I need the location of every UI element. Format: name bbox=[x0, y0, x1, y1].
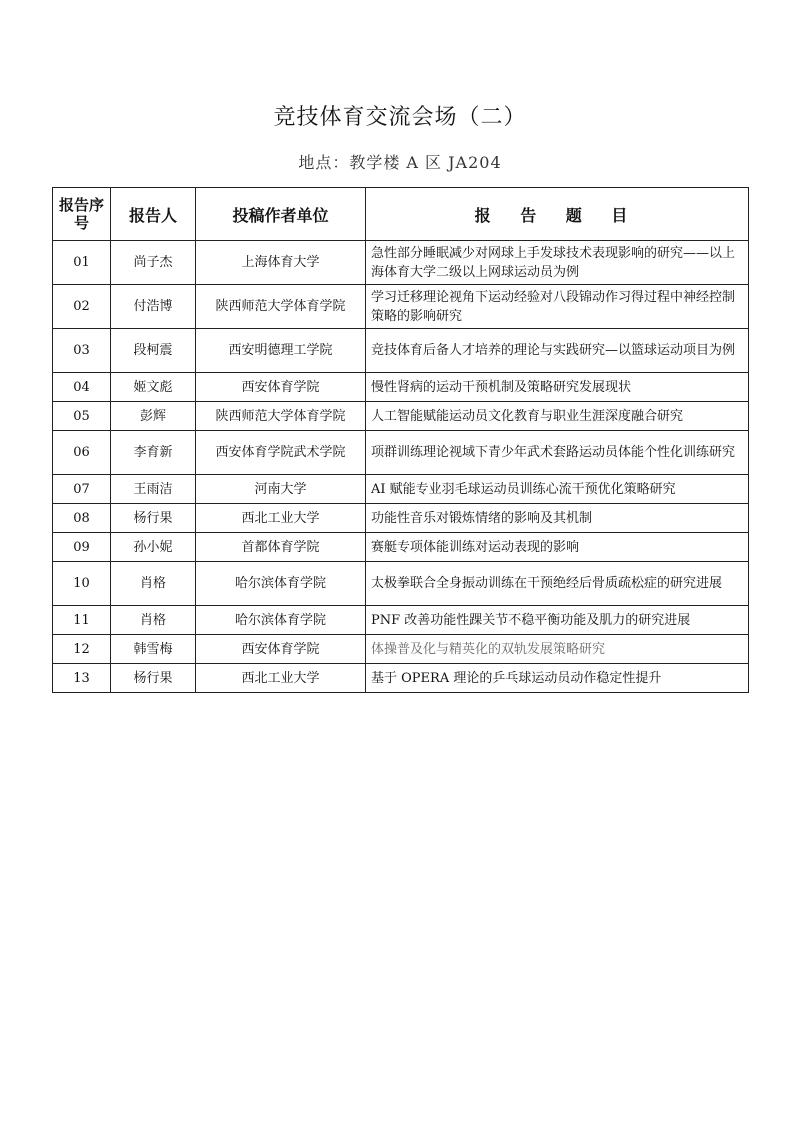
cell-reporter: 杨行果 bbox=[111, 504, 196, 533]
cell-reporter: 杨行果 bbox=[111, 664, 196, 693]
cell-reporter: 肖格 bbox=[111, 562, 196, 606]
cell-reporter: 李育新 bbox=[111, 431, 196, 475]
table-row bbox=[53, 329, 749, 373]
cell-number: 05 bbox=[53, 402, 111, 431]
schedule-table bbox=[52, 187, 749, 693]
cell-title: 太极拳联合全身振动训练在干预绝经后骨质疏松症的研究进展 bbox=[366, 562, 749, 606]
cell-number: 10 bbox=[53, 562, 111, 606]
cell-number: 06 bbox=[53, 431, 111, 475]
cell-title: 急性部分睡眠减少对网球上手发球技术表现影响的研究——以上海体育大学二级以上网球运动员为例 bbox=[366, 241, 749, 285]
location-text: 地点：教学楼 A 区 JA204 bbox=[298, 153, 502, 172]
cell-unit: 陕西师范大学体育学院 bbox=[196, 402, 366, 431]
table-row bbox=[53, 562, 749, 606]
cell-reporter: 韩雪梅 bbox=[111, 635, 196, 664]
cell-reporter: 肖格 bbox=[111, 606, 196, 635]
cell-number: 12 bbox=[53, 635, 111, 664]
table-row bbox=[53, 635, 749, 664]
cell-unit: 哈尔滨体育学院 bbox=[196, 562, 366, 606]
cell-title: PNF 改善功能性踝关节不稳平衡功能及肌力的研究进展 bbox=[366, 606, 749, 635]
cell-reporter: 王雨洁 bbox=[111, 475, 196, 504]
page-title: 竞技体育交流会场（二） bbox=[273, 105, 527, 130]
table-row bbox=[53, 533, 749, 562]
table-header-row bbox=[53, 188, 749, 241]
cell-unit: 西北工业大学 bbox=[196, 504, 366, 533]
cell-unit: 西安体育学院武术学院 bbox=[196, 431, 366, 475]
table-row bbox=[53, 475, 749, 504]
header-reporter: 报告人 bbox=[111, 188, 196, 241]
cell-title: AI 赋能专业羽毛球运动员训练心流干预优化策略研究 bbox=[366, 475, 749, 504]
cell-number: 07 bbox=[53, 475, 111, 504]
header-report-number: 报告序号 bbox=[53, 188, 111, 241]
cell-title: 体操普及化与精英化的双轨发展策略研究 bbox=[366, 635, 749, 664]
cell-unit: 上海体育大学 bbox=[196, 241, 366, 285]
cell-reporter: 姬文彪 bbox=[111, 373, 196, 402]
cell-title: 学习迁移理论视角下运动经验对八段锦动作习得过程中神经控制策略的影响研究 bbox=[366, 285, 749, 329]
cell-number: 09 bbox=[53, 533, 111, 562]
table-row bbox=[53, 285, 749, 329]
cell-number: 13 bbox=[53, 664, 111, 693]
table-row bbox=[53, 431, 749, 475]
cell-unit: 西安体育学院 bbox=[196, 635, 366, 664]
cell-unit: 哈尔滨体育学院 bbox=[196, 606, 366, 635]
cell-number: 03 bbox=[53, 329, 111, 373]
header-author-unit: 投稿作者单位 bbox=[196, 188, 366, 241]
table-row bbox=[53, 241, 749, 285]
cell-unit: 西安明德理工学院 bbox=[196, 329, 366, 373]
cell-title: 项群训练理论视域下青少年武术套路运动员体能个性化训练研究 bbox=[366, 431, 749, 475]
cell-unit: 河南大学 bbox=[196, 475, 366, 504]
cell-number: 01 bbox=[53, 241, 111, 285]
cell-title: 慢性肾病的运动干预机制及策略研究发展现状 bbox=[366, 373, 749, 402]
cell-unit: 西北工业大学 bbox=[196, 664, 366, 693]
cell-unit: 首都体育学院 bbox=[196, 533, 366, 562]
table-row bbox=[53, 402, 749, 431]
table-row bbox=[53, 664, 749, 693]
cell-number: 02 bbox=[53, 285, 111, 329]
cell-title: 人工智能赋能运动员文化教育与职业生涯深度融合研究 bbox=[366, 402, 749, 431]
header-report-title: 报 告 题 目 bbox=[366, 188, 749, 241]
cell-unit: 陕西师范大学体育学院 bbox=[196, 285, 366, 329]
cell-title: 基于 OPERA 理论的乒乓球运动员动作稳定性提升 bbox=[366, 664, 749, 693]
cell-reporter: 孙小妮 bbox=[111, 533, 196, 562]
table-row bbox=[53, 504, 749, 533]
table-row bbox=[53, 373, 749, 402]
cell-reporter: 段柯震 bbox=[111, 329, 196, 373]
cell-unit: 西安体育学院 bbox=[196, 373, 366, 402]
cell-reporter: 尚子杰 bbox=[111, 241, 196, 285]
cell-title: 功能性音乐对锻炼情绪的影响及其机制 bbox=[366, 504, 749, 533]
cell-number: 11 bbox=[53, 606, 111, 635]
cell-reporter: 彭辉 bbox=[111, 402, 196, 431]
cell-number: 08 bbox=[53, 504, 111, 533]
cell-title: 竞技体育后备人才培养的理论与实践研究—以篮球运动项目为例 bbox=[366, 329, 749, 373]
cell-number: 04 bbox=[53, 373, 111, 402]
cell-title: 赛艇专项体能训练对运动表现的影响 bbox=[366, 533, 749, 562]
table-row bbox=[53, 606, 749, 635]
cell-reporter: 付浩博 bbox=[111, 285, 196, 329]
